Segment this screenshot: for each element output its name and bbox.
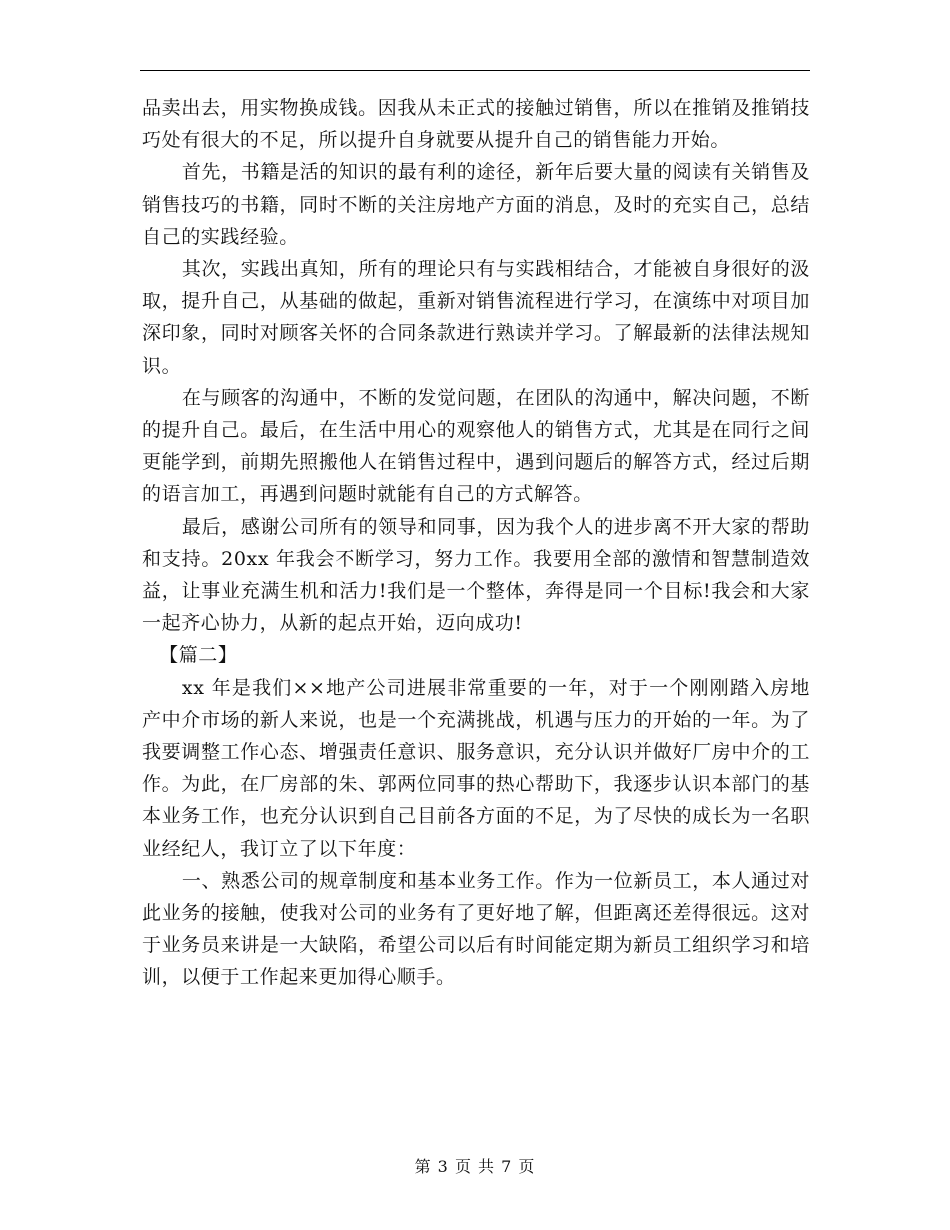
paragraph-second: 其次，实践出真知，所有的理论只有与实践相结合，才能被自身很好的汲取，提升自己，从基础的做起，重新对销售流程进行学习，在演练中对项目加深印象，同时对顾客关怀的合同条款进行熟读并学习。了解最新的法律法规知识。 (142, 258, 810, 377)
footer-suffix: 页 (518, 1157, 536, 1176)
footer-mid: 页 共 (454, 1157, 496, 1176)
document-body (142, 92, 810, 994)
total-pages-number: 7 (501, 1157, 513, 1176)
header-rule (140, 70, 810, 71)
paragraph-intro-part-two: xx 年是我们××地产公司进展非常重要的一年，对于一个刚刚踏入房地产中介市场的新人来说，也是一个充满挑战，机遇与压力的开始的一年。为了我要调整工作心态、增强责任意识、服务意识，充分认识并做好厂房中介的工作。为此，在厂房部的朱、郭两位同事的热心帮助下，我逐步认识本部门的基本业务工作，也充分认识到自己目前各方面的不足，为了尽快的成长为一名职业经纪人，我订立了以下年度： (142, 676, 810, 860)
section-heading: 【篇二】 (159, 644, 238, 667)
paragraph-continuation: 品卖出去，用实物换成钱。因我从未正式的接触过销售，所以在推销及推销技巧处有很大的不足，所以提升自身就要从提升自己的销售能力开始。 (142, 97, 810, 152)
paragraph-closing: 最后，感谢公司所有的领导和同事，因为我个人的进步离不开大家的帮助和支持。20xx 年我会不断学习，努力工作。我要用全部的激情和智慧制造效益，让事业充满生机和活力!我们是一个整体，奔得是同一个目标!我会和大家一起齐心协力，从新的起点开始，迈向成功! (142, 515, 810, 635)
paragraph-item-one: 一、熟悉公司的规章制度和基本业务工作。作为一位新员工，本人通过对此业务的接触，使我对公司的业务有了更好地了解，但距离还差得很远。这对于业务员来讲是一大缺陷，希望公司以后有时间能定期为新员工组织学习和培训，以便于工作起来更加得心顺手。 (142, 869, 810, 989)
footer-prefix: 第 (414, 1157, 432, 1176)
paragraph-communication: 在与顾客的沟通中，不断的发觉问题，在团队的沟通中，解决问题，不断的提升自己。最后，在生活中用心的观察他人的销售方式，尤其是在同行之间更能学到，前期先照搬他人在销售过程中，遇到问题后的解答方式，经过后期的语言加工，再遇到问题时就能有自己的方式解答。 (142, 386, 810, 506)
current-page-number: 3 (437, 1157, 449, 1176)
page-footer (0, 1154, 950, 1177)
paragraph-first: 首先，书籍是活的知识的最有利的途径，新年后要大量的阅读有关销售及销售技巧的书籍，同时不断的关注房地产方面的消息，及时的充实自己，总结自己的实践经验。 (142, 161, 810, 248)
